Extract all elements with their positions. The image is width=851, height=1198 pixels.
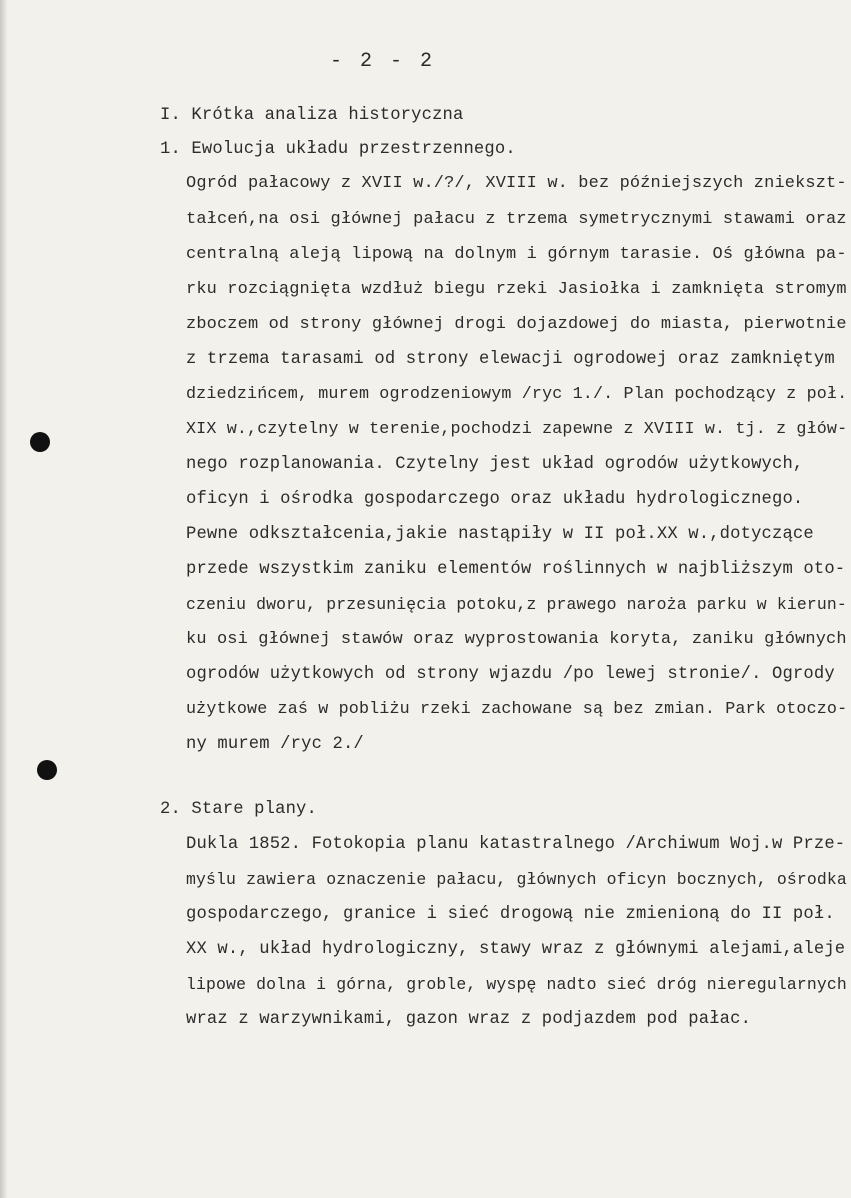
text-line: XX w., układ hydrologiczny, stawy wraz z głównymi alejami,aleje xyxy=(186,940,846,959)
text-line: przede wszystkim zaniku elementów roślinnych w najbliższym oto- xyxy=(186,560,846,579)
text-line: ogrodów użytkowych od strony wjazdu /po lewej stronie/. Ogrody xyxy=(186,665,835,684)
text-line: wraz z warzywnikami, gazon wraz z podjazdem pod pałac. xyxy=(186,1010,752,1029)
binder-hole-bottom xyxy=(37,760,57,780)
text-line: XIX w.,czytelny w terenie,pochodzi zapewne z XVIII w. tj. z głów- xyxy=(186,420,848,439)
text-line: ku osi głównej stawów oraz wyprostowania koryta, zaniku głównych xyxy=(186,630,847,649)
text-line: Pewne odkształcenia,jakie nastąpiły w II poł.XX w.,dotyczące xyxy=(186,525,814,544)
text-line: oficyn i ośrodka gospodarczego oraz układu hydrologicznego. xyxy=(186,490,804,509)
text-line: Ogród pałacowy z XVII w./?/, XVIII w. bez późniejszych zniekszt- xyxy=(186,174,847,193)
subsection-title-2: 2. Stare plany. xyxy=(160,800,317,819)
text-line: nego rozplanowania. Czytelny jest układ ogrodów użytkowych, xyxy=(186,455,804,474)
text-line: ny murem /ryc 2./ xyxy=(186,735,364,754)
text-line: z trzema tarasami od strony elewacji ogrodowej oraz zamkniętym xyxy=(186,350,835,369)
text-line: myślu zawiera oznaczenie pałacu, głównych oficyn bocznych, ośrodka xyxy=(186,870,847,889)
text-line: czeniu dworu, przesunięcia potoku,z prawego naroża parku w kierun- xyxy=(186,595,847,614)
text-line: użytkowe zaś w pobliżu rzeki zachowane są bez zmian. Park otoczo- xyxy=(186,700,848,719)
text-line: dziedzińcem, murem ogrodzeniowym /ryc 1./. Plan pochodzący z poł. xyxy=(186,385,848,404)
paper-edge xyxy=(0,0,7,1198)
page-number: - 2 - 2 xyxy=(330,50,436,73)
text-line: tałceń,na osi głównej pałacu z trzema symetrycznymi stawami oraz xyxy=(186,210,847,229)
text-line: gospodarczego, granice i sieć drogową nie zmienioną do II poł. xyxy=(186,905,835,924)
section-heading: I. Krótka analiza historyczna xyxy=(160,106,464,125)
text-line: Dukla 1852. Fotokopia planu katastralnego /Archiwum Woj.w Prze- xyxy=(186,835,846,854)
text-line: zboczem od strony głównej drogi dojazdowej do miasta, pierwotnie xyxy=(186,315,847,334)
text-line: rku rozciągnięta wzdłuż biegu rzeki Jasiołka i zamknięta stromym xyxy=(186,280,847,299)
subsection-title-1: 1. Ewolucja układu przestrzennego. xyxy=(160,140,516,159)
text-line: centralną aleją lipową na dolnym i górnym tarasie. Oś główna pa- xyxy=(186,245,847,264)
text-line: lipowe dolna i górna, groble, wyspę nadto sieć dróg nieregularnych xyxy=(186,975,847,994)
binder-hole-top xyxy=(30,432,50,452)
